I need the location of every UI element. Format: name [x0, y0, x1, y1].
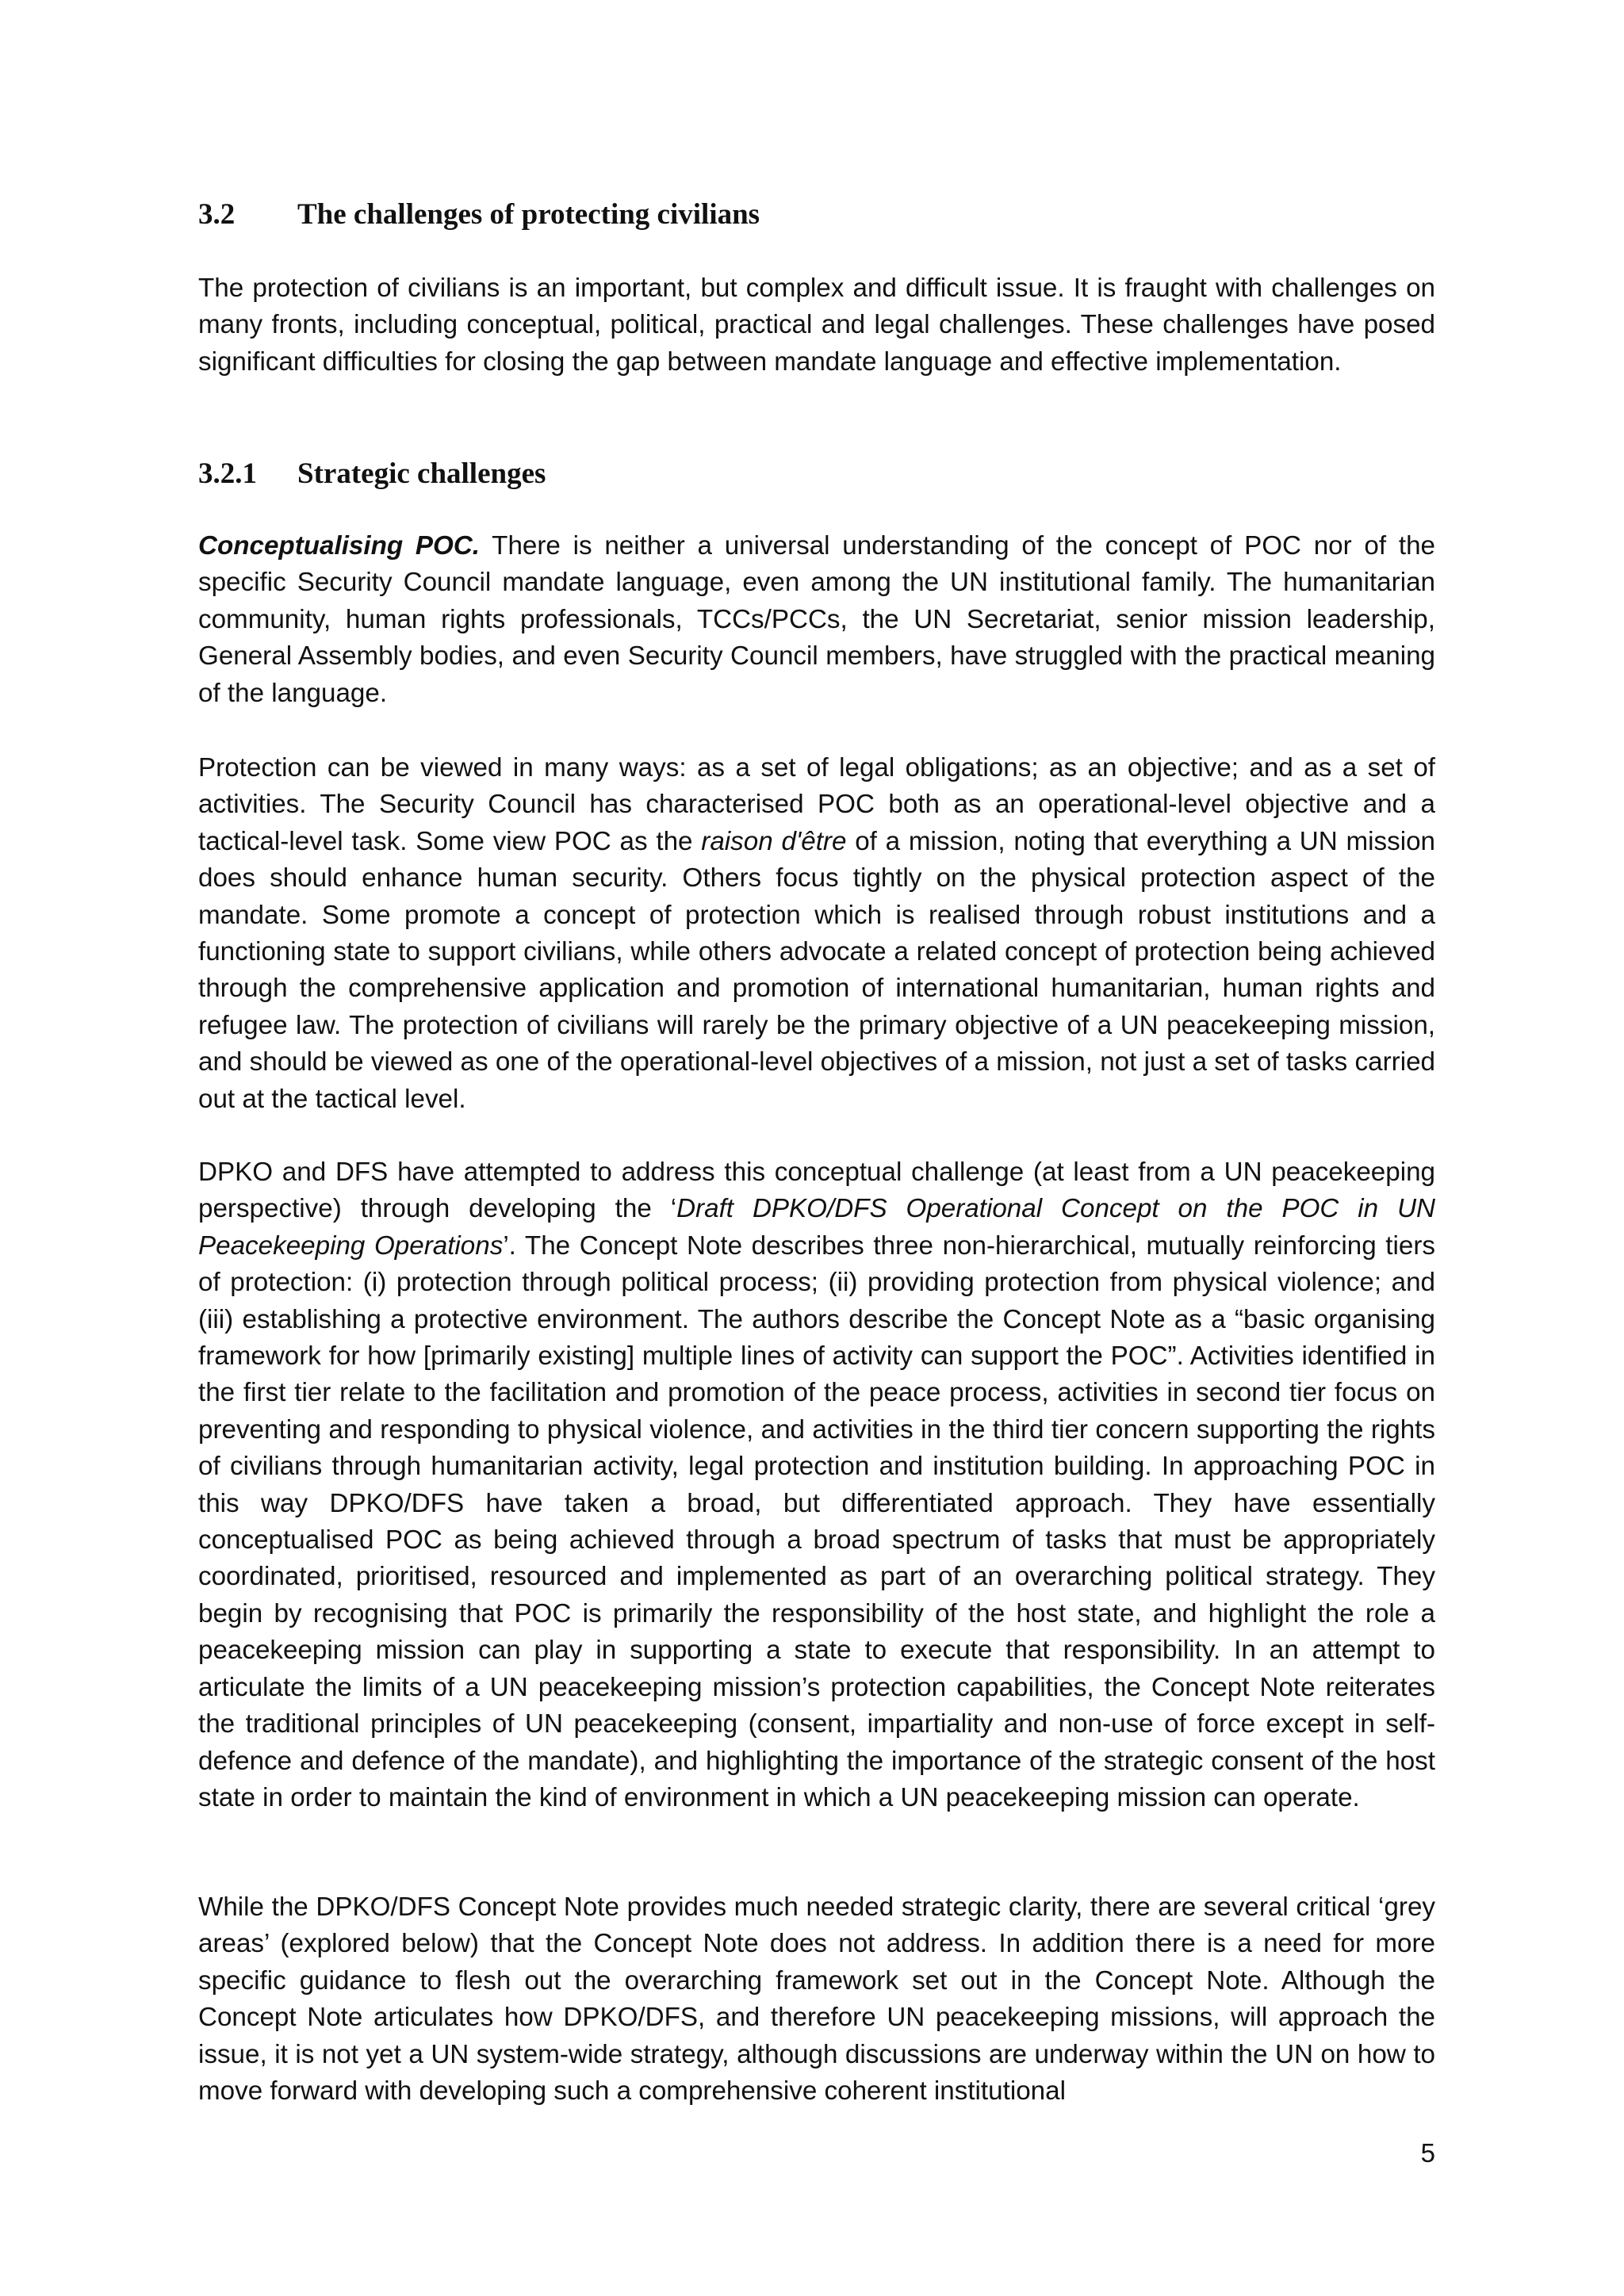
intro-paragraph: The protection of civilians is an important, but complex and difficult issue. It is fraught with challenges on many fronts, including conceptual, political, practical and legal challenges. These challenges have posed significant difficulties for closing the gap between mandate language and effective implementation.: [198, 274, 1435, 377]
document-page: [198, 0, 1435, 2296]
subsection-number: 3.2.1: [198, 457, 257, 490]
conceptualising-lead: Conceptualising POC.: [198, 531, 481, 561]
protection-paragraph: [198, 750, 1435, 1118]
subsection-title: Strategic challenges: [297, 457, 546, 490]
protection-text-1: Protection can be viewed in many ways: as a set of legal obligations; as an objective; and as a set of activities. The Security Council has characterised POC both as an operational-level objective and a tactical-level task. Some view POC as the: [198, 753, 1435, 856]
conceptualising-paragraph: [198, 528, 1435, 712]
section-title: The challenges of protecting civilians: [297, 198, 760, 231]
section-number: 3.2: [198, 198, 236, 231]
subsection-heading: [198, 456, 546, 492]
protection-text-2: of a mission, noting that everything a UN mission does should enhance human security. Others focus tightly on the physical protection aspect of the mandate. Some promote a concept of protection which is realised through robust institutions and a functioning state to support civilians, while others advocate a related concept of protection being achieved through the comprehensive application and promotion of international humanitarian, human rights and refugee law. The protection of civilians will rarely be the primary objective of a UN peacekeeping mission, and should be viewed as one of the operational-level objectives of a mission, not just a set of tasks carried out at the tactical level.: [198, 826, 1436, 1114]
protection-italic: raison d'être: [701, 826, 847, 856]
page-number: 5: [1420, 2138, 1435, 2168]
dpko-text-2: ’. The Concept Note describes three non-hierarchical, mutually reinforcing tiers of protection: (i) protection through political process; (ii) providing protection from physical violence; and (iii) establishing a protective environment. The authors describe the Concept Note as a “basic organising framework for how [primarily existing] multiple lines of activity can support the POC”. Activities identified in the first tier relate to the facilitation and promotion of the peace process, activities in second tier focus on preventing and responding to physical violence, and activities in the third tier concern supporting the rights of civilians through humanitarian activity, legal protection and institution building. In approaching POC in this way DPKO/DFS have taken a broad, but differentiated approach. They have essentially conceptualised POC as being achieved through a broad spectrum of tasks that must be appropriately coordinated, prioritised, resourced and implemented as part of an overarching political strategy. They begin by recognising that POC is primarily the responsibility of the host state, and highlight the role a peacekeeping mission can play in supporting a state to execute that responsibility. In an attempt to articulate the limits of a UN peacekeeping mission’s protection capabilities, the Concept Note reiterates the traditional principles of UN peacekeeping (consent, impartiality and non-use of force except in self-defence and defence of the mandate), and highlighting the importance of the strategic consent of the host state in order to maintain the kind of environment in which a UN peacekeeping mission can operate.: [198, 1230, 1435, 1812]
conceptualising-body: There is neither a universal understanding of the concept of POC nor of the specific Security Council mandate language, even among the UN institutional family. The humanitarian community, human rights professionals, TCCs/PCCs, the UN Secretariat, senior mission leadership, General Assembly bodies, and even Security Council members, have struggled with the practical meaning of the language.: [198, 531, 1435, 708]
section-heading: [198, 197, 760, 233]
dpko-paragraph: [198, 1154, 1435, 1816]
dpko-text-1: DPKO and DFS have attempted to address this conceptual challenge (at least from a UN peacekeeping perspective) through developing the ‘: [198, 1158, 1435, 1224]
concept-note-paragraph: While the DPKO/DFS Concept Note provides much needed strategic clarity, there are several critical ‘grey areas’ (explored below) that the Concept Note does not address. In addition there is a need for more specific guidance to flesh out the overarching framework set out in the Concept Note. Although the Concept Note articulates how DPKO/DFS, and therefore UN peacekeeping missions, will approach the issue, it is not yet a UN system-wide strategy, although discussions are underway within the UN on how to move forward with developing such a comprehensive coherent institutional: [198, 1892, 1435, 2107]
dpko-italic-title: Draft DPKO/DFS Operational Concept on the POC in UN Peacekeeping Operations: [198, 1194, 1435, 1261]
